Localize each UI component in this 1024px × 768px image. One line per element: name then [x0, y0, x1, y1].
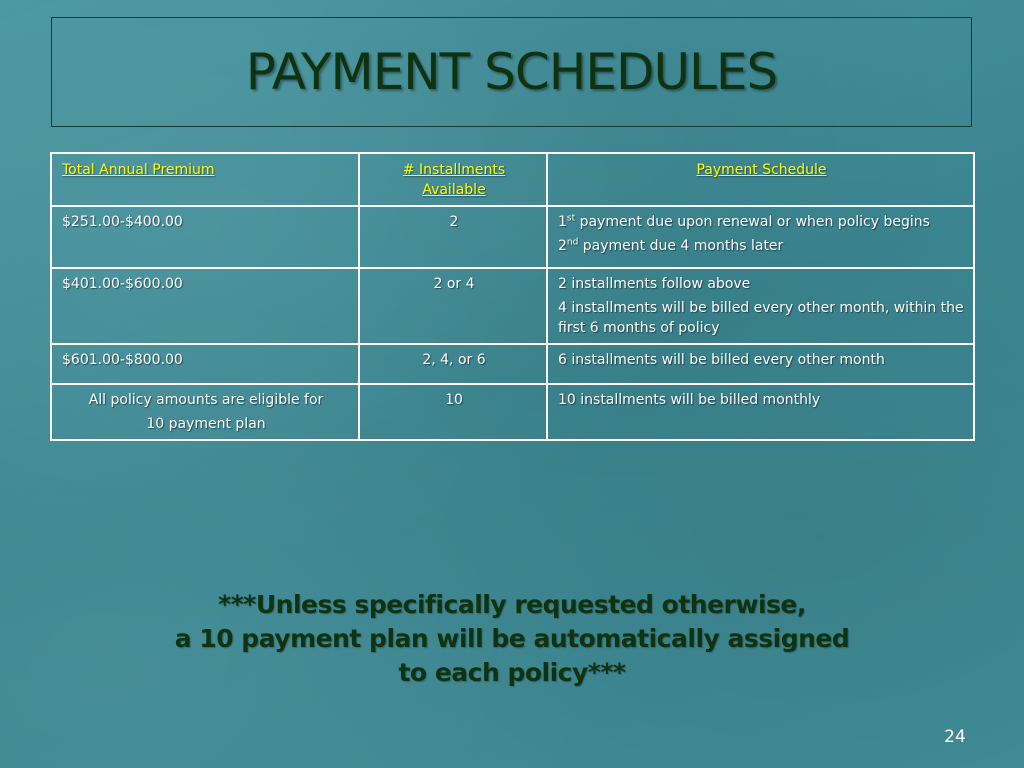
premium-cell: $601.00-$800.00	[51, 344, 359, 384]
table-row	[51, 268, 974, 344]
installments-cell: 2	[359, 206, 547, 268]
note-line: a 10 payment plan will be automatically assigned	[174, 624, 850, 653]
table-row	[51, 344, 974, 384]
schedule-line: 4 installments will be billed every other month, within the first 6 months of policy	[558, 300, 964, 336]
header-installments-available: # Installments Available	[359, 153, 547, 206]
schedule-cell: 6 installments will be billed every other month	[547, 344, 974, 384]
schedule-cell	[547, 268, 974, 344]
premium-cell: $251.00-$400.00	[51, 206, 359, 268]
schedule-line: 1st payment due upon renewal or when policy begins	[558, 213, 930, 230]
payment-schedule-table	[50, 152, 975, 441]
schedule-line: 2 installments follow above	[558, 276, 751, 292]
premium-cell: All policy amounts are eligible for 10 payment plan	[51, 384, 359, 440]
header-payment-schedule: Payment Schedule	[547, 153, 974, 206]
schedule-cell	[547, 206, 974, 268]
table-row	[51, 206, 974, 268]
header-total-annual-premium: Total Annual Premium	[51, 153, 359, 206]
note-line: ***Unless specifically requested otherwise,	[218, 590, 806, 619]
installments-cell: 2 or 4	[359, 268, 547, 344]
schedule-line: 2nd payment due 4 months later	[558, 237, 784, 254]
premium-cell: $401.00-$600.00	[51, 268, 359, 344]
note-line: to each policy***	[398, 658, 626, 687]
title-box	[51, 17, 972, 127]
installments-cell: 10	[359, 384, 547, 440]
policy-note	[0, 588, 1024, 690]
page-number: 24	[944, 727, 966, 747]
schedule-cell: 10 installments will be billed monthly	[547, 384, 974, 440]
table-header-row	[51, 153, 974, 206]
installments-cell: 2, 4, or 6	[359, 344, 547, 384]
table-row	[51, 384, 974, 440]
slide-title: PAYMENT SCHEDULES	[245, 43, 778, 101]
